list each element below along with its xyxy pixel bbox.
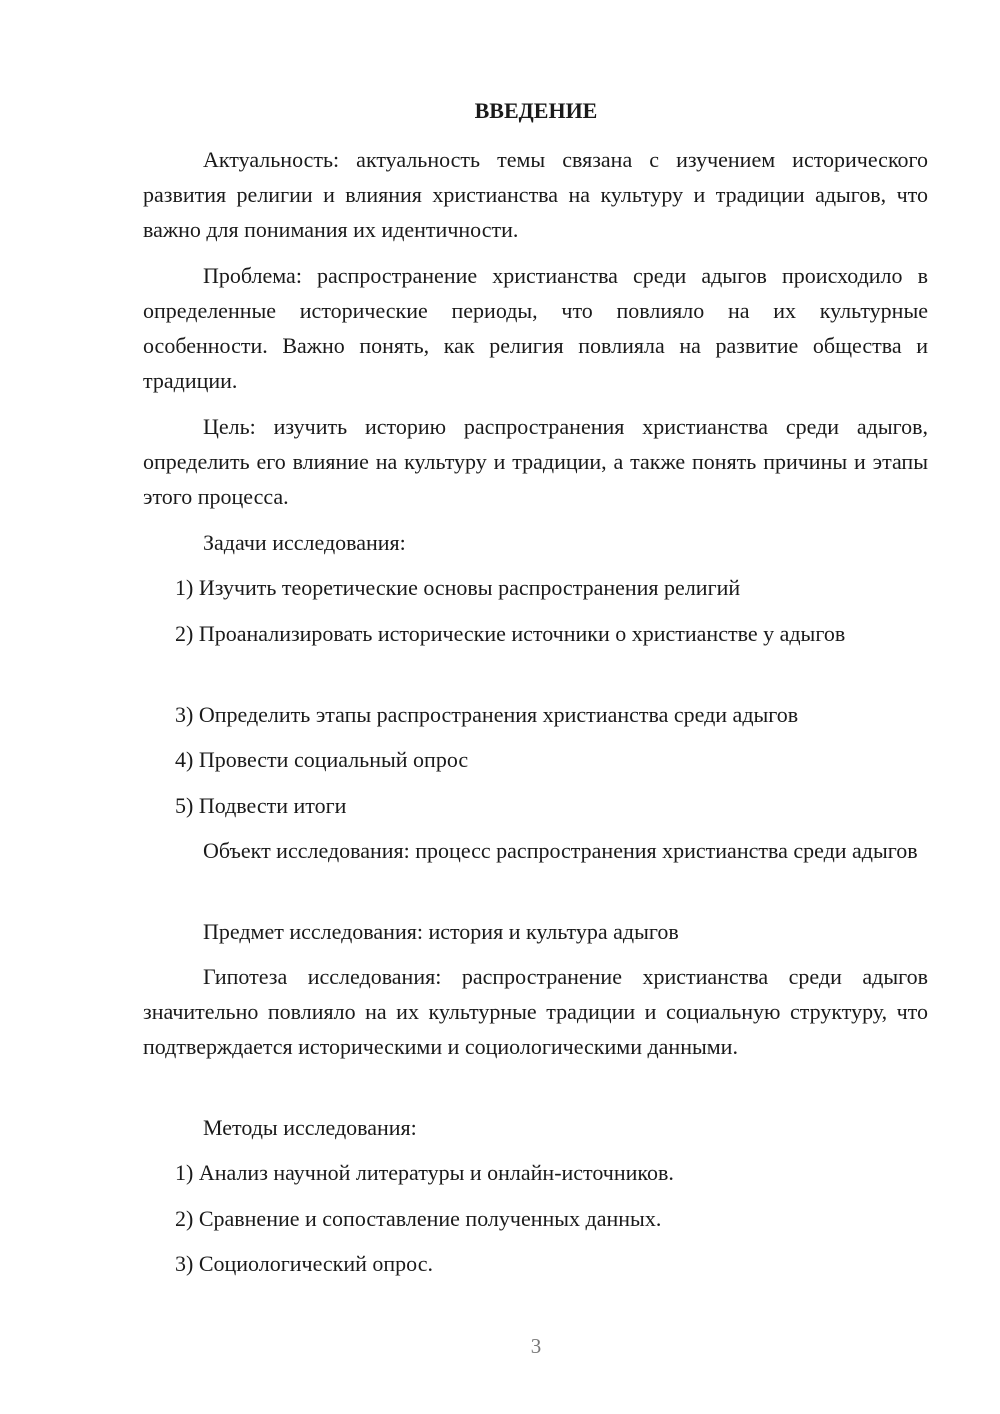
subject-paragraph: Предмет исследования: история и культура адыгов — [203, 919, 679, 944]
method-item: 2) Сравнение и сопоставление полученных данных. — [175, 1206, 662, 1231]
page-number: 3 — [530, 1334, 542, 1358]
task-item: 4) Провести социальный опрос — [175, 747, 469, 772]
method-item: 3) Социологический опрос. — [175, 1251, 433, 1276]
goal-paragraph: Цель: изучить историю распространения христианства среди адыгов, определить его влияние на культуру и традиции, а также понять причины и этапы этого процесса. — [143, 414, 928, 509]
task-item: 2) Проанализировать исторические источники о христианстве у адыгов — [175, 621, 846, 646]
problem-paragraph: Проблема: распространение христианства среди адыгов происходило в определенные исторические периоды, что повлияло на их культурные особенности. Важно понять, как религия повлияла на развитие общества и традиции. — [143, 263, 928, 393]
page-title: ВВЕДЕНИЕ — [474, 98, 598, 123]
task-item: 1) Изучить теоретические основы распространения религий — [175, 575, 741, 600]
task-item: 5) Подвести итоги — [175, 793, 347, 818]
methods-heading: Методы исследования: — [203, 1115, 417, 1140]
object-paragraph: Объект исследования: процесс распространения христианства среди адыгов — [203, 838, 918, 863]
task-item: 3) Определить этапы распространения христианства среди адыгов — [175, 702, 799, 727]
hypothesis-paragraph: Гипотеза исследования: распространение христианства среди адыгов значительно повлияло на их культурные традиции и социальную структуру, что подтверждается историческими и социологическими данными. — [143, 964, 928, 1059]
relevance-paragraph: Актуальность: актуальность темы связана с изучением исторического развития религии и влияния христианства на культуру и традиции адыгов, что важно для понимания их идентичности. — [143, 147, 928, 242]
tasks-heading: Задачи исследования: — [203, 530, 406, 555]
method-item: 1) Анализ научной литературы и онлайн-источников. — [175, 1160, 674, 1185]
